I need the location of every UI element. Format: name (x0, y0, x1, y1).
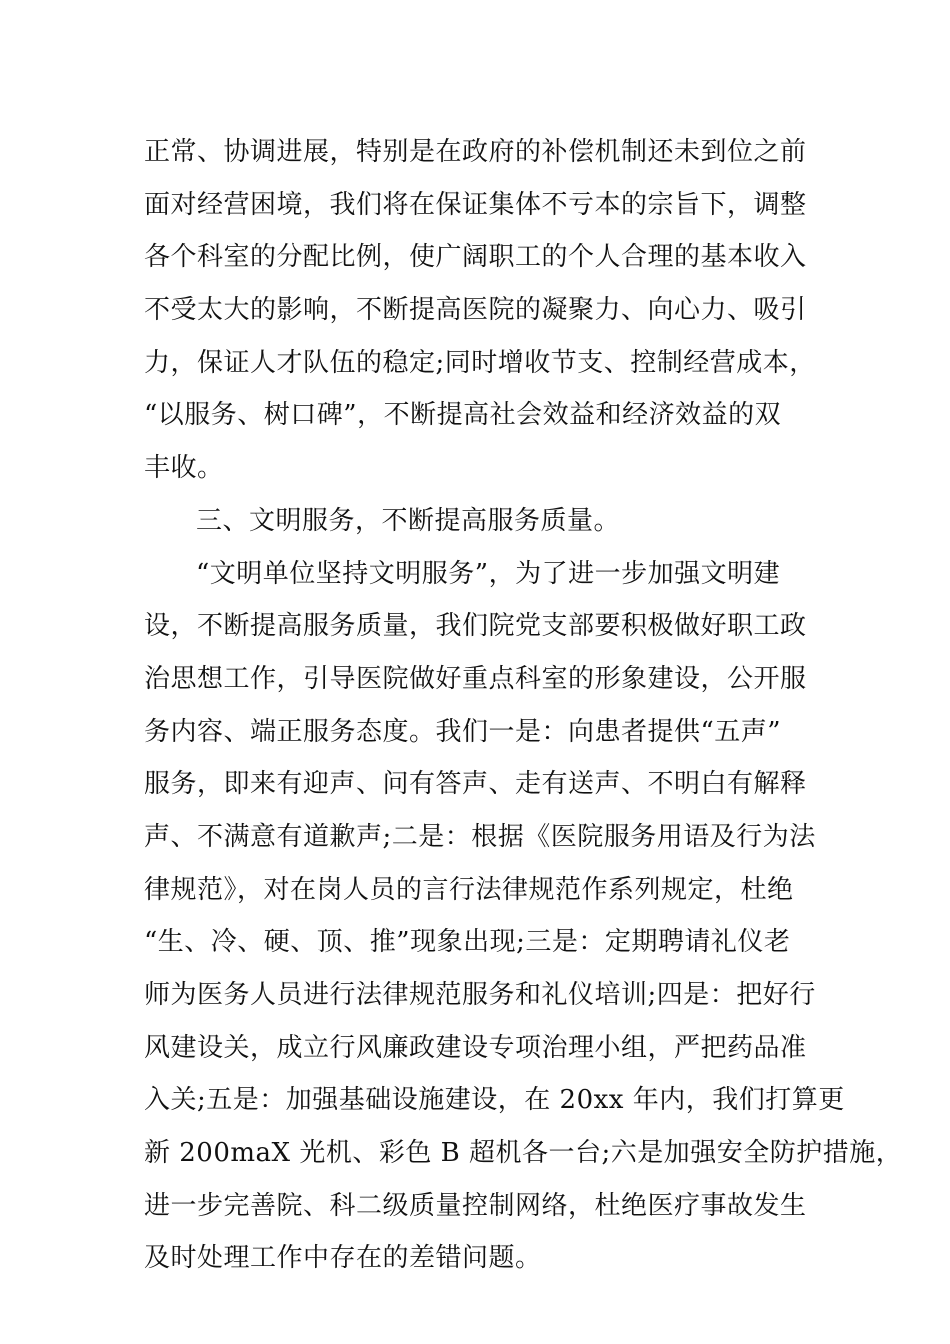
paragraph-line: 各个科室的分配比例，使广阔职工的个人合理的基本收入 (144, 242, 807, 273)
paragraph-line: 服务，即来有迎声、问有答声、走有送声、不明白有解释 (144, 769, 807, 800)
paragraph-line: “文明单位坚持文明服务”，为了进一步加强文明建 (196, 558, 781, 589)
paragraph-line: 新 200maX 光机、彩色 B 超机各一台;六是加强安全防护措施， (144, 1138, 903, 1169)
paragraph-line: 设，不断提高服务质量，我们院党支部要积极做好职工政 (144, 611, 807, 642)
paragraph-line: “生、冷、硬、顶、推”现象出现;三是：定期聘请礼仪老 (144, 927, 791, 958)
section-heading: 三、文明服务，不断提高服务质量。 (196, 505, 621, 536)
paragraph-line: 律规范》，对在岗人员的言行法律规范作系列规定，杜绝 (144, 874, 794, 905)
paragraph-line: 风建设关，成立行风廉政建设专项治理小组，严把药品准 (144, 1032, 807, 1063)
paragraph-line: 治思想工作，引导医院做好重点科室的形象建设，公开服 (144, 663, 807, 694)
paragraph-line: 师为医务人员进行法律规范服务和礼仪培训;四是：把好行 (144, 980, 816, 1010)
paragraph-line: 务内容、端正服务态度。我们一是：向患者提供“五声” (144, 716, 782, 747)
paragraph-line: 声、不满意有道歉声;二是：根据《医院服务用语及行为法 (144, 821, 816, 852)
paragraph-line: 正常、协调进展，特别是在政府的补偿机制还未到位之前 (144, 137, 807, 167)
paragraph-line: 丰收。 (144, 453, 224, 484)
paragraph-line: 进一步完善院、科二级质量控制网络，杜绝医疗事故发生 (144, 1190, 807, 1221)
paragraph-line: 面对经营困境，我们将在保证集体不亏本的宗旨下，调整 (144, 189, 807, 220)
paragraph-line: 入关;五是：加强基础设施建设，在 20xx 年内，我们打算更 (144, 1085, 845, 1116)
paragraph-line: 力，保证人才队伍的稳定;同时增收节支、控制经营成本， (144, 347, 816, 378)
paragraph-line: 及时处理工作中存在的差错问题。 (144, 1243, 542, 1274)
paragraph-line: 不受太大的影响，不断提高医院的凝聚力、向心力、吸引 (144, 295, 807, 326)
paragraph-line: “以服务、树口碑”，不断提高社会效益和经济效益的双 (144, 400, 782, 431)
document-body (144, 126, 903, 1285)
